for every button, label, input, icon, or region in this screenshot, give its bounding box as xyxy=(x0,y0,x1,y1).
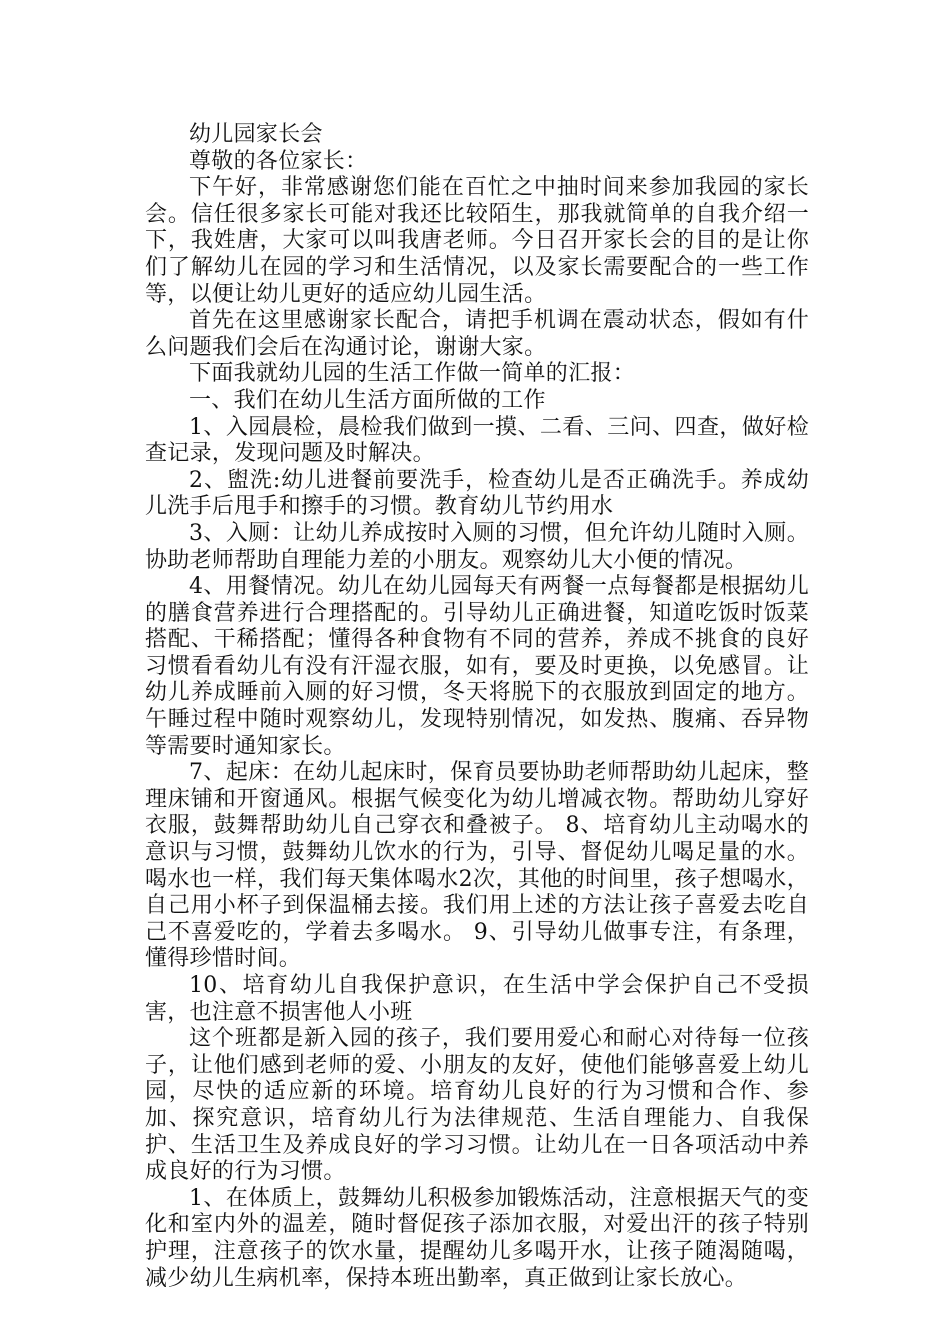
section-heading-life-work: 一、我们在幼儿生活方面所做的工作 xyxy=(189,387,546,413)
item-morning-check: 1、入园晨检，晨检我们做到一摸、二看、三问、四查，做好检查记录，发现问题及时解决。 xyxy=(145,414,809,467)
document-body xyxy=(145,122,809,1292)
paragraph-new-class: 这个班都是新入园的孩子，我们要用爱心和耐心对待每一位孩子，让他们感到老师的爱、小朋友的友好，使他们能够喜爱上幼儿园，尽快的适应新的环境。培育幼儿良好的行为习惯和合作、参加、探究意识，培育幼儿行为法律规范、生活自理能力、自我保护、生活卫生及养成良好的学习习惯。让幼儿在一日各项活动中养成良好的行为习惯。 xyxy=(145,1026,809,1185)
paragraph-greeting: 下午好，非常感谢您们能在百忙之中抽时间来参加我园的家长会。信任很多家长可能对我还比较陌生，那我就简单的自我介绍一下，我姓唐，大家可以叫我唐老师。今日召开家长会的目的是让你们了解幼儿在园的学习和生活情况，以及家长需要配合的一些工作等，以便让幼儿更好的适应幼儿园生活。 xyxy=(145,175,809,307)
item-washing: 2、盥洗:幼儿进餐前要洗手，检查幼儿是否正确洗手。养成幼儿洗手后甩手和擦手的习惯。教育幼儿节约用水 xyxy=(145,467,809,520)
salutation: 尊敬的各位家长： xyxy=(189,148,368,174)
paragraph-report-intro: 下面我就幼儿园的生活工作做一简单的汇报： xyxy=(189,361,636,387)
item-physical: 1、在体质上，鼓舞幼儿积极参加锻炼活动，注意根据天气的变化和室内外的温差，随时督促孩子添加衣服，对爱出汗的孩子特别护理，注意孩子的饮水量，提醒幼儿多喝开水，让孩子随渴随喝，减少幼儿生病机率，保持本班出勤率，真正做到让家长放心。 xyxy=(145,1185,809,1291)
item-meals: 4、用餐情况。幼儿在幼儿园每天有两餐一点每餐都是根据幼儿的膳食营养进行合理搭配的。引导幼儿正确进餐，知道吃饭时饭菜搭配、干稀搭配；懂得各种食物有不同的营养，养成不挑食的良好习惯看看幼儿有没有汗湿衣服，如有，要及时更换，以免感冒。让幼儿养成睡前入厕的好习惯，冬天将脱下的衣服放到固定的地方。午睡过程中随时观察幼儿，发现特别情况，如发热、腹痛、吞异物等需要时通知家长。 xyxy=(145,574,809,759)
item-self-protection: 10、培育幼儿自我保护意识，在生活中学会保护自己不受损害，也注意不损害他人小班 xyxy=(145,973,809,1025)
item-getting-up: 7、起床：在幼儿起床时，保育员要协助老师帮助幼儿起床，整理床铺和开窗通风。根据气候变化为幼儿增减衣物。帮助幼儿穿好衣服，鼓舞帮助幼儿自己穿衣和叠被子。 8、培育幼儿主动喝水的意识与习惯，鼓舞幼儿饮水的行为，引导、督促幼儿喝足量的水。喝水也一样，我们每天集体喝水2次，其他的时间里，孩子想喝水，自己用小杯子到保温桶去接。我们用上述的方法让孩子喜爱去吃自己不喜爱吃的，学着去多喝水。 9、引导幼儿做事专注，有条理，懂得珍惜时间。 xyxy=(145,760,809,972)
document-title: 幼儿园家长会 xyxy=(189,122,323,147)
item-toilet: 3、入厕：让幼儿养成按时入厕的习惯，但允许幼儿随时入厕。协助老师帮助自理能力差的小朋友。观察幼儿大小便的情况。 xyxy=(145,520,809,573)
paragraph-phone-notice: 首先在这里感谢家长配合，请把手机调在震动状态，假如有什么问题我们会后在沟通讨论，谢谢大家。 xyxy=(145,308,809,360)
